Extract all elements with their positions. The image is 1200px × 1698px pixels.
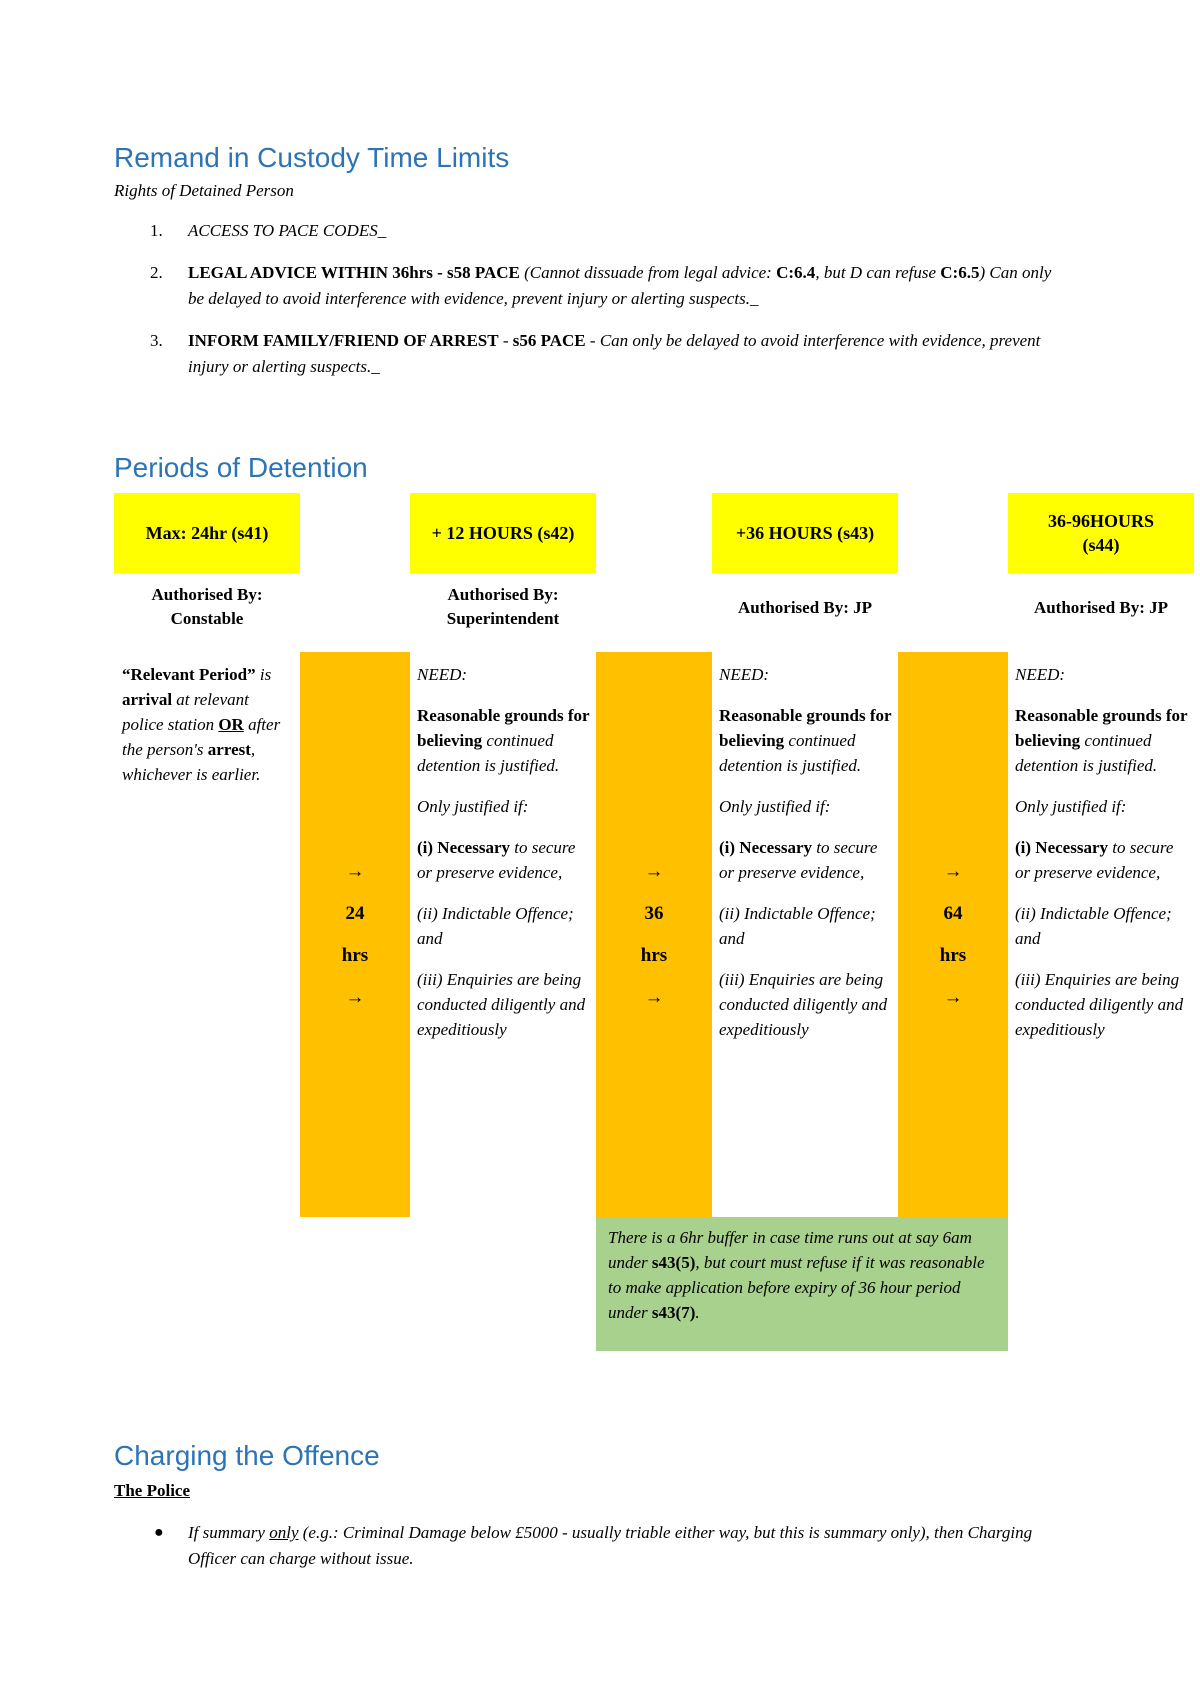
text-run: , whichever is earlier. xyxy=(122,740,261,784)
text-run: C:6.5 xyxy=(940,263,980,282)
text-run: , but court must refuse if it was reasonable to make application before expiry of 36 hour period under xyxy=(608,1253,985,1322)
list-text xyxy=(188,328,1068,380)
text-run: continued detention is justified. xyxy=(417,731,560,775)
arrow-right-icon: → xyxy=(345,860,365,882)
text-run: ) Can only be delayed to avoid interference with evidence, prevent injury or alerting suspects._ xyxy=(188,263,1052,308)
need-reason xyxy=(417,703,591,778)
text-run: continued detention is justified. xyxy=(719,731,862,775)
need-condition-ii: (ii) Indictable Offence; and xyxy=(1015,904,1172,948)
text-run: (i) Necessary xyxy=(417,838,510,857)
text-run: INFORM FAMILY/FRIEND OF ARREST xyxy=(188,331,499,350)
need-condition-ii: (ii) Indictable Offence; and xyxy=(417,904,574,948)
text-run: If summary xyxy=(188,1523,270,1542)
subheading-rights: Rights of Detained Person xyxy=(114,181,294,200)
hours-number: 36 xyxy=(644,902,664,924)
arrow-right-icon: → xyxy=(943,986,963,1008)
need-only: Only justified if: xyxy=(719,797,831,816)
relevant-period-note xyxy=(122,662,292,787)
need-condition-i xyxy=(417,835,591,885)
period-header-24hr xyxy=(114,493,300,573)
text-run: arrival xyxy=(122,690,173,709)
need-condition-iii: (iii) Enquiries are being conducted diligently and expeditiously xyxy=(417,970,586,1039)
list-number: 3. xyxy=(150,331,163,350)
arrow-column-24hrs xyxy=(300,652,410,1217)
text-run: to secure or preserve evidence, xyxy=(417,838,576,882)
text-run: - Can only be delayed to avoid interference with evidence, prevent injury or alerting suspects._ xyxy=(188,331,1041,376)
need-condition-i xyxy=(719,835,893,885)
period-title: +36 HOURS (s43) xyxy=(735,523,875,543)
text-run: , but D can refuse xyxy=(815,263,941,282)
need-condition-i xyxy=(1015,835,1189,885)
text-run: is xyxy=(255,665,272,684)
arrow-right-icon: → xyxy=(644,986,664,1008)
text-run: Reasonable grounds for believing xyxy=(417,706,590,750)
need-condition-iii: (iii) Enquiries are being conducted diligently and expeditiously xyxy=(719,970,888,1039)
need-reason xyxy=(719,703,893,778)
arrow-column-36hrs xyxy=(596,652,712,1217)
subheading-police: The Police xyxy=(114,1481,191,1500)
arrow-right-icon: → xyxy=(345,986,365,1008)
text-run: (e.g.: Criminal Damage below £5000 - usually triable either way, but this is summary only), then Charging Officer can charge without issue. xyxy=(188,1523,1033,1568)
need-column xyxy=(1015,662,1189,1058)
hours-number: 64 xyxy=(943,902,963,924)
text-run: only xyxy=(269,1523,299,1542)
need-condition-iii: (iii) Enquiries are being conducted diligently and expeditiously xyxy=(1015,970,1184,1039)
text-run: C:6.4 xyxy=(776,263,816,282)
text-run: - xyxy=(498,331,513,350)
buffer-note xyxy=(596,1217,1008,1351)
text-run: (i) Necessary xyxy=(719,838,812,857)
section-heading-remand: Remand in Custody Time Limits xyxy=(114,142,510,173)
text-run: . xyxy=(695,1303,700,1322)
text-run: to secure or preserve evidence, xyxy=(1015,838,1174,882)
text-run: at relevant police station xyxy=(122,690,249,734)
hours-unit: hrs xyxy=(341,944,369,966)
text-run: s43(7) xyxy=(651,1303,696,1322)
authorised-by: Authorised By: JP xyxy=(1033,598,1169,617)
need-column xyxy=(417,662,591,1058)
need-only: Only justified if: xyxy=(1015,797,1127,816)
need-condition-ii: (ii) Indictable Offence; and xyxy=(719,904,876,948)
authorised-by: Authorised By: Superintendent xyxy=(446,585,560,628)
authorised-by: Authorised By: Constable xyxy=(151,585,263,628)
hours-unit: hrs xyxy=(939,944,967,966)
need-only: Only justified if: xyxy=(417,797,529,816)
list-number: 1. xyxy=(150,221,163,240)
text-run: arrest xyxy=(207,740,251,759)
list-text: ACCESS TO PACE CODES_ xyxy=(188,221,387,240)
text-run: after the person's xyxy=(122,715,281,759)
arrow-column-64hrs xyxy=(898,652,1008,1217)
period-header-96hr xyxy=(1008,493,1194,573)
need-label: NEED: xyxy=(417,665,468,684)
period-header-12hr xyxy=(410,493,596,573)
list-number: 2. xyxy=(150,263,163,282)
text-run: (Cannot dissuade from legal advice: xyxy=(519,263,777,282)
need-reason xyxy=(1015,703,1189,778)
text-run: to secure or preserve evidence, xyxy=(719,838,878,882)
need-label: NEED: xyxy=(1015,665,1066,684)
text-run: s56 PACE xyxy=(512,331,586,350)
text-run: OR xyxy=(218,715,244,734)
arrow-right-icon: → xyxy=(943,860,963,882)
text-run: (i) Necessary xyxy=(1015,838,1108,857)
section-heading-periods: Periods of Detention xyxy=(114,452,368,483)
bullet-text xyxy=(188,1520,1068,1572)
need-column xyxy=(719,662,893,1058)
text-run: Reasonable grounds for believing xyxy=(1015,706,1188,750)
hours-unit: hrs xyxy=(640,944,668,966)
period-header-36hr xyxy=(712,493,898,573)
period-title: 36-96HOURS (s44) xyxy=(1047,511,1154,555)
text-run: continued detention is justified. xyxy=(1015,731,1158,775)
need-label: NEED: xyxy=(719,665,770,684)
text-run: “Relevant Period” xyxy=(122,665,256,684)
bullet-icon: ● xyxy=(154,1524,164,1541)
legal-advice-bold: LEGAL ADVICE WITHIN 36hrs - s58 PACE xyxy=(188,263,520,282)
list-text xyxy=(188,260,1068,312)
section-heading-charging: Charging the Offence xyxy=(114,1440,380,1471)
text-run: Reasonable grounds for believing xyxy=(719,706,892,750)
period-title: + 12 HOURS (s42) xyxy=(431,523,575,543)
text-run: s43(5) xyxy=(651,1253,696,1272)
rights-list xyxy=(150,218,1070,378)
authorised-by: Authorised By: JP xyxy=(737,598,873,617)
text-run: There is a 6hr buffer in case time runs out at say 6am under xyxy=(608,1228,972,1272)
hours-number: 24 xyxy=(345,902,365,924)
arrow-right-icon: → xyxy=(644,860,664,882)
period-title: Max: 24hr (s41) xyxy=(145,523,269,543)
